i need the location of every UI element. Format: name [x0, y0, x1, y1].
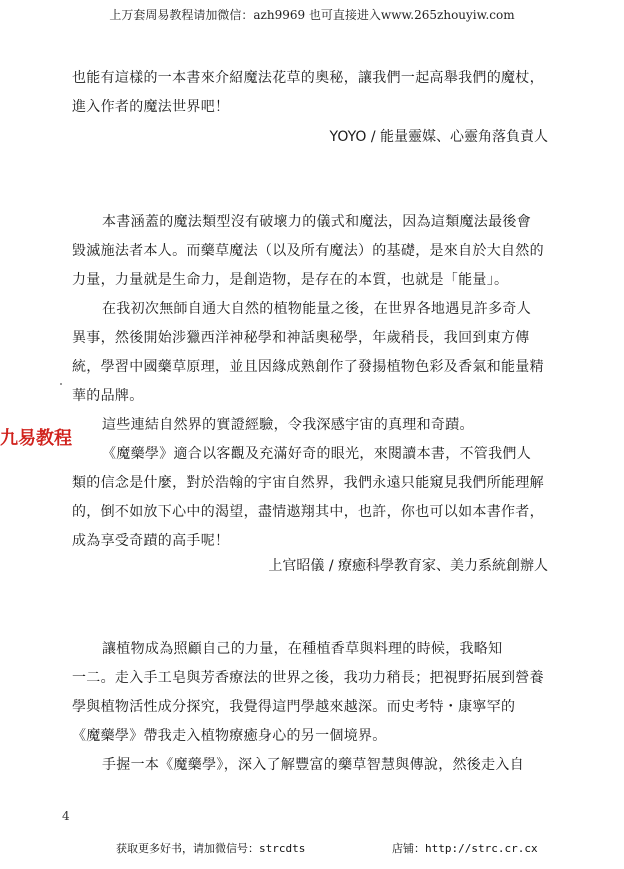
scan-speck [60, 383, 62, 385]
footer-shop-link[interactable]: 店铺：http://strc.cr.cx [392, 842, 538, 855]
paragraph-line: 在我初次無師自通大自然的植物能量之後，在世界各地遇見許多奇人 [102, 301, 531, 317]
signature-shangguan: 上官昭儀 / 療癒科學教育家、美力系統創辦人 [268, 558, 548, 574]
paragraph-line: 的，倒不如放下心中的渴望，盡情遨翔其中，也許，你也可以如本書作者， [72, 504, 544, 520]
paragraph-line: 這些連結自然界的實證經驗，令我深感宇宙的真理和奇蹟。 [102, 417, 474, 433]
watermark-logo: 九易教程 [0, 428, 72, 449]
paragraph-line: 毀滅施法者本人。而藥草魔法（以及所有魔法）的基礎，是來自於大自然的 [72, 243, 544, 259]
paragraph-line: 手握一本《魔藥學》，深入了解豐富的藥草智慧與傳說，然後走入自 [102, 757, 524, 773]
footer-wechat-text: 获取更多好书，请加微信号：strcdts [116, 842, 306, 855]
paragraph-line: 《魔藥學》帶我走入植物療癒身心的另一個境界。 [72, 728, 387, 744]
paragraph-line: 進入作者的魔法世界吧！ [72, 99, 230, 115]
paragraph-line: 一二。走入手工皂與芳香療法的世界之後，我功力稍長；把視野拓展到營養 [72, 670, 544, 686]
paragraph-line: 《魔藥學》適合以客觀及充滿好奇的眼光，來閱讀本書，不管我們人 [102, 446, 531, 462]
paragraph-line: 本書涵蓋的魔法類型沒有破壞力的儀式和魔法，因為這類魔法最後會 [102, 214, 531, 230]
page-number: 4 [62, 809, 70, 823]
paragraph-line: 異事，然後開始涉獵西洋神秘學和神話奧秘學，年歲稍長，我回到東方傳 [72, 330, 530, 346]
paragraph-line: 華的品牌。 [72, 388, 144, 404]
paragraph-line: 讓植物成為照顧自己的力量，在種植香草與料理的時候，我略知 [102, 641, 503, 657]
paragraph-line: 也能有這樣的一本書來介紹魔法花草的奧秘，讓我們一起高舉我們的魔杖， [72, 70, 544, 86]
paragraph-line: 學與植物活性成分探究，我覺得這門學越來越深。而史考特・康寧罕的 [72, 699, 516, 715]
signature-yoyo: YOYO / 能量靈媒、心靈角落負責人 [329, 129, 548, 145]
paragraph-line: 力量，力量就是生命力，是創造物，是存在的本質，也就是「能量」。 [72, 272, 509, 288]
paragraph-line: 類的信念是什麼，對於浩翰的宇宙自然界，我們永遠只能窺見我們所能理解 [72, 475, 544, 491]
paragraph-line: 統，學習中國藥草原理，並且因緣成熟創作了發揚植物色彩及香氣和能量精 [72, 359, 544, 375]
paragraph-line: 成為享受奇蹟的高手呢！ [72, 533, 230, 549]
header-ad-text: 上万套周易教程请加微信：azh9969 也可直接进入www.265zhouyiw.com [109, 8, 515, 22]
